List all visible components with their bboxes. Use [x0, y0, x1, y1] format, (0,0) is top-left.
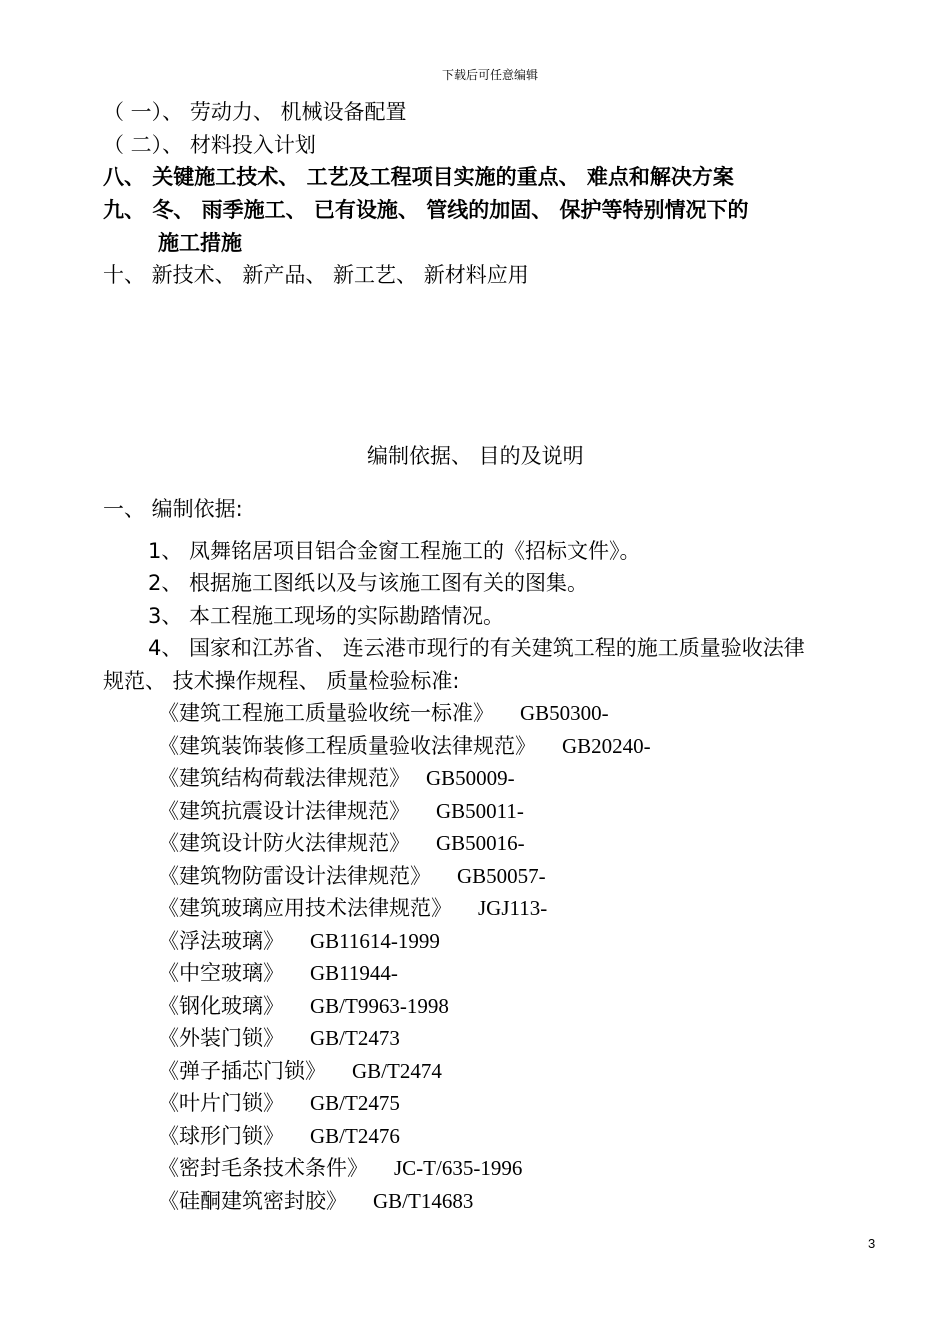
list-item: 规范、 技术操作规程、 质量检验标准: [103, 669, 460, 693]
standard-name: 《建筑结构荷载法律规范》 [158, 766, 410, 790]
toc-line: （ 一）、 劳动力、 机械设备配置 [103, 100, 407, 124]
toc-line: （ 二）、 材料投入计划 [103, 133, 316, 157]
standard-row [158, 1022, 400, 1052]
toc-line: 施工措施 [158, 231, 242, 255]
standard-row [158, 795, 524, 825]
standard-name: 《建筑玻璃应用技术法律规范》 [158, 896, 452, 920]
standard-name: 《弹子插芯门锁》 [158, 1059, 326, 1083]
standard-code: GB11614-1999 [310, 929, 440, 953]
standard-row [158, 892, 547, 922]
standard-row [158, 697, 609, 727]
standard-name: 《叶片门锁》 [158, 1091, 284, 1115]
standard-name: 《建筑工程施工质量验收统一标准》 [158, 701, 494, 725]
standard-code: GB/T2474 [352, 1059, 442, 1083]
toc-line: 八、 关键施工技术、 工艺及工程项目实施的重点、 难点和解决方案 [103, 165, 734, 189]
standard-name: 《浮法玻璃》 [158, 929, 284, 953]
standard-name: 《中空玻璃》 [158, 961, 284, 985]
toc-line: 九、 冬、 雨季施工、 已有设施、 管线的加固、 保护等特别情况下的 [103, 198, 749, 222]
standard-code: JGJ113- [478, 896, 548, 920]
standard-code: GB50057- [457, 864, 546, 888]
standard-code: GB50016- [436, 831, 525, 855]
standard-code: GB/T2475 [310, 1091, 400, 1115]
subsection-title: 一、 编制依据: [103, 497, 243, 521]
list-item: 3、 本工程施工现场的实际勘踏情况。 [148, 604, 505, 628]
standard-row [158, 860, 546, 890]
standard-row [158, 990, 449, 1020]
page-header: 下载后可任意编辑 [441, 68, 538, 82]
standard-name: 《建筑设计防火法律规范》 [158, 831, 410, 855]
standard-name: 《钢化玻璃》 [158, 994, 284, 1018]
standard-row [158, 957, 398, 987]
standard-row [158, 730, 651, 760]
standard-code: GB/T14683 [373, 1189, 474, 1213]
standard-code: GB/T2476 [310, 1124, 400, 1148]
standard-code: GB50011- [436, 799, 524, 823]
standard-name: 《外装门锁》 [158, 1026, 284, 1050]
list-item: 4、 国家和江苏省、 连云港市现行的有关建筑工程的施工质量验收法律 [148, 636, 805, 660]
standard-row [158, 1152, 522, 1182]
standard-row [158, 1185, 473, 1215]
list-item: 2、 根据施工图纸以及与该施工图有关的图集。 [148, 571, 589, 595]
page-number: 3 [868, 1236, 876, 1251]
standard-name: 《密封毛条技术条件》 [158, 1156, 368, 1180]
standard-code: GB/T2473 [310, 1026, 400, 1050]
standard-row [158, 827, 525, 857]
list-item: 1、 凤舞铭居项目铝合金窗工程施工的《招标文件》。 [148, 539, 641, 563]
standard-code: GB50009- [426, 766, 515, 790]
standard-row [158, 1120, 400, 1150]
standard-code: GB20240- [562, 734, 651, 758]
toc-line: 十、 新技术、 新产品、 新工艺、 新材料应用 [103, 263, 529, 287]
standard-name: 《建筑装饰装修工程质量验收法律规范》 [158, 734, 536, 758]
standard-code: JC-T/635-1996 [394, 1156, 523, 1180]
standard-row [158, 925, 440, 955]
standard-name: 《球形门锁》 [158, 1124, 284, 1148]
standard-row [158, 1087, 400, 1117]
standard-code: GB/T9963-1998 [310, 994, 449, 1018]
standard-name: 《建筑抗震设计法律规范》 [158, 799, 410, 823]
standard-name: 《建筑物防雷设计法律规范》 [158, 864, 431, 888]
standard-code: GB50300- [520, 701, 609, 725]
standard-code: GB11944- [310, 961, 398, 985]
standard-name: 《硅酮建筑密封胶》 [158, 1189, 347, 1213]
standard-row [158, 1055, 442, 1085]
standard-row [158, 762, 515, 792]
section-title: 编制依据、 目的及说明 [367, 444, 584, 468]
